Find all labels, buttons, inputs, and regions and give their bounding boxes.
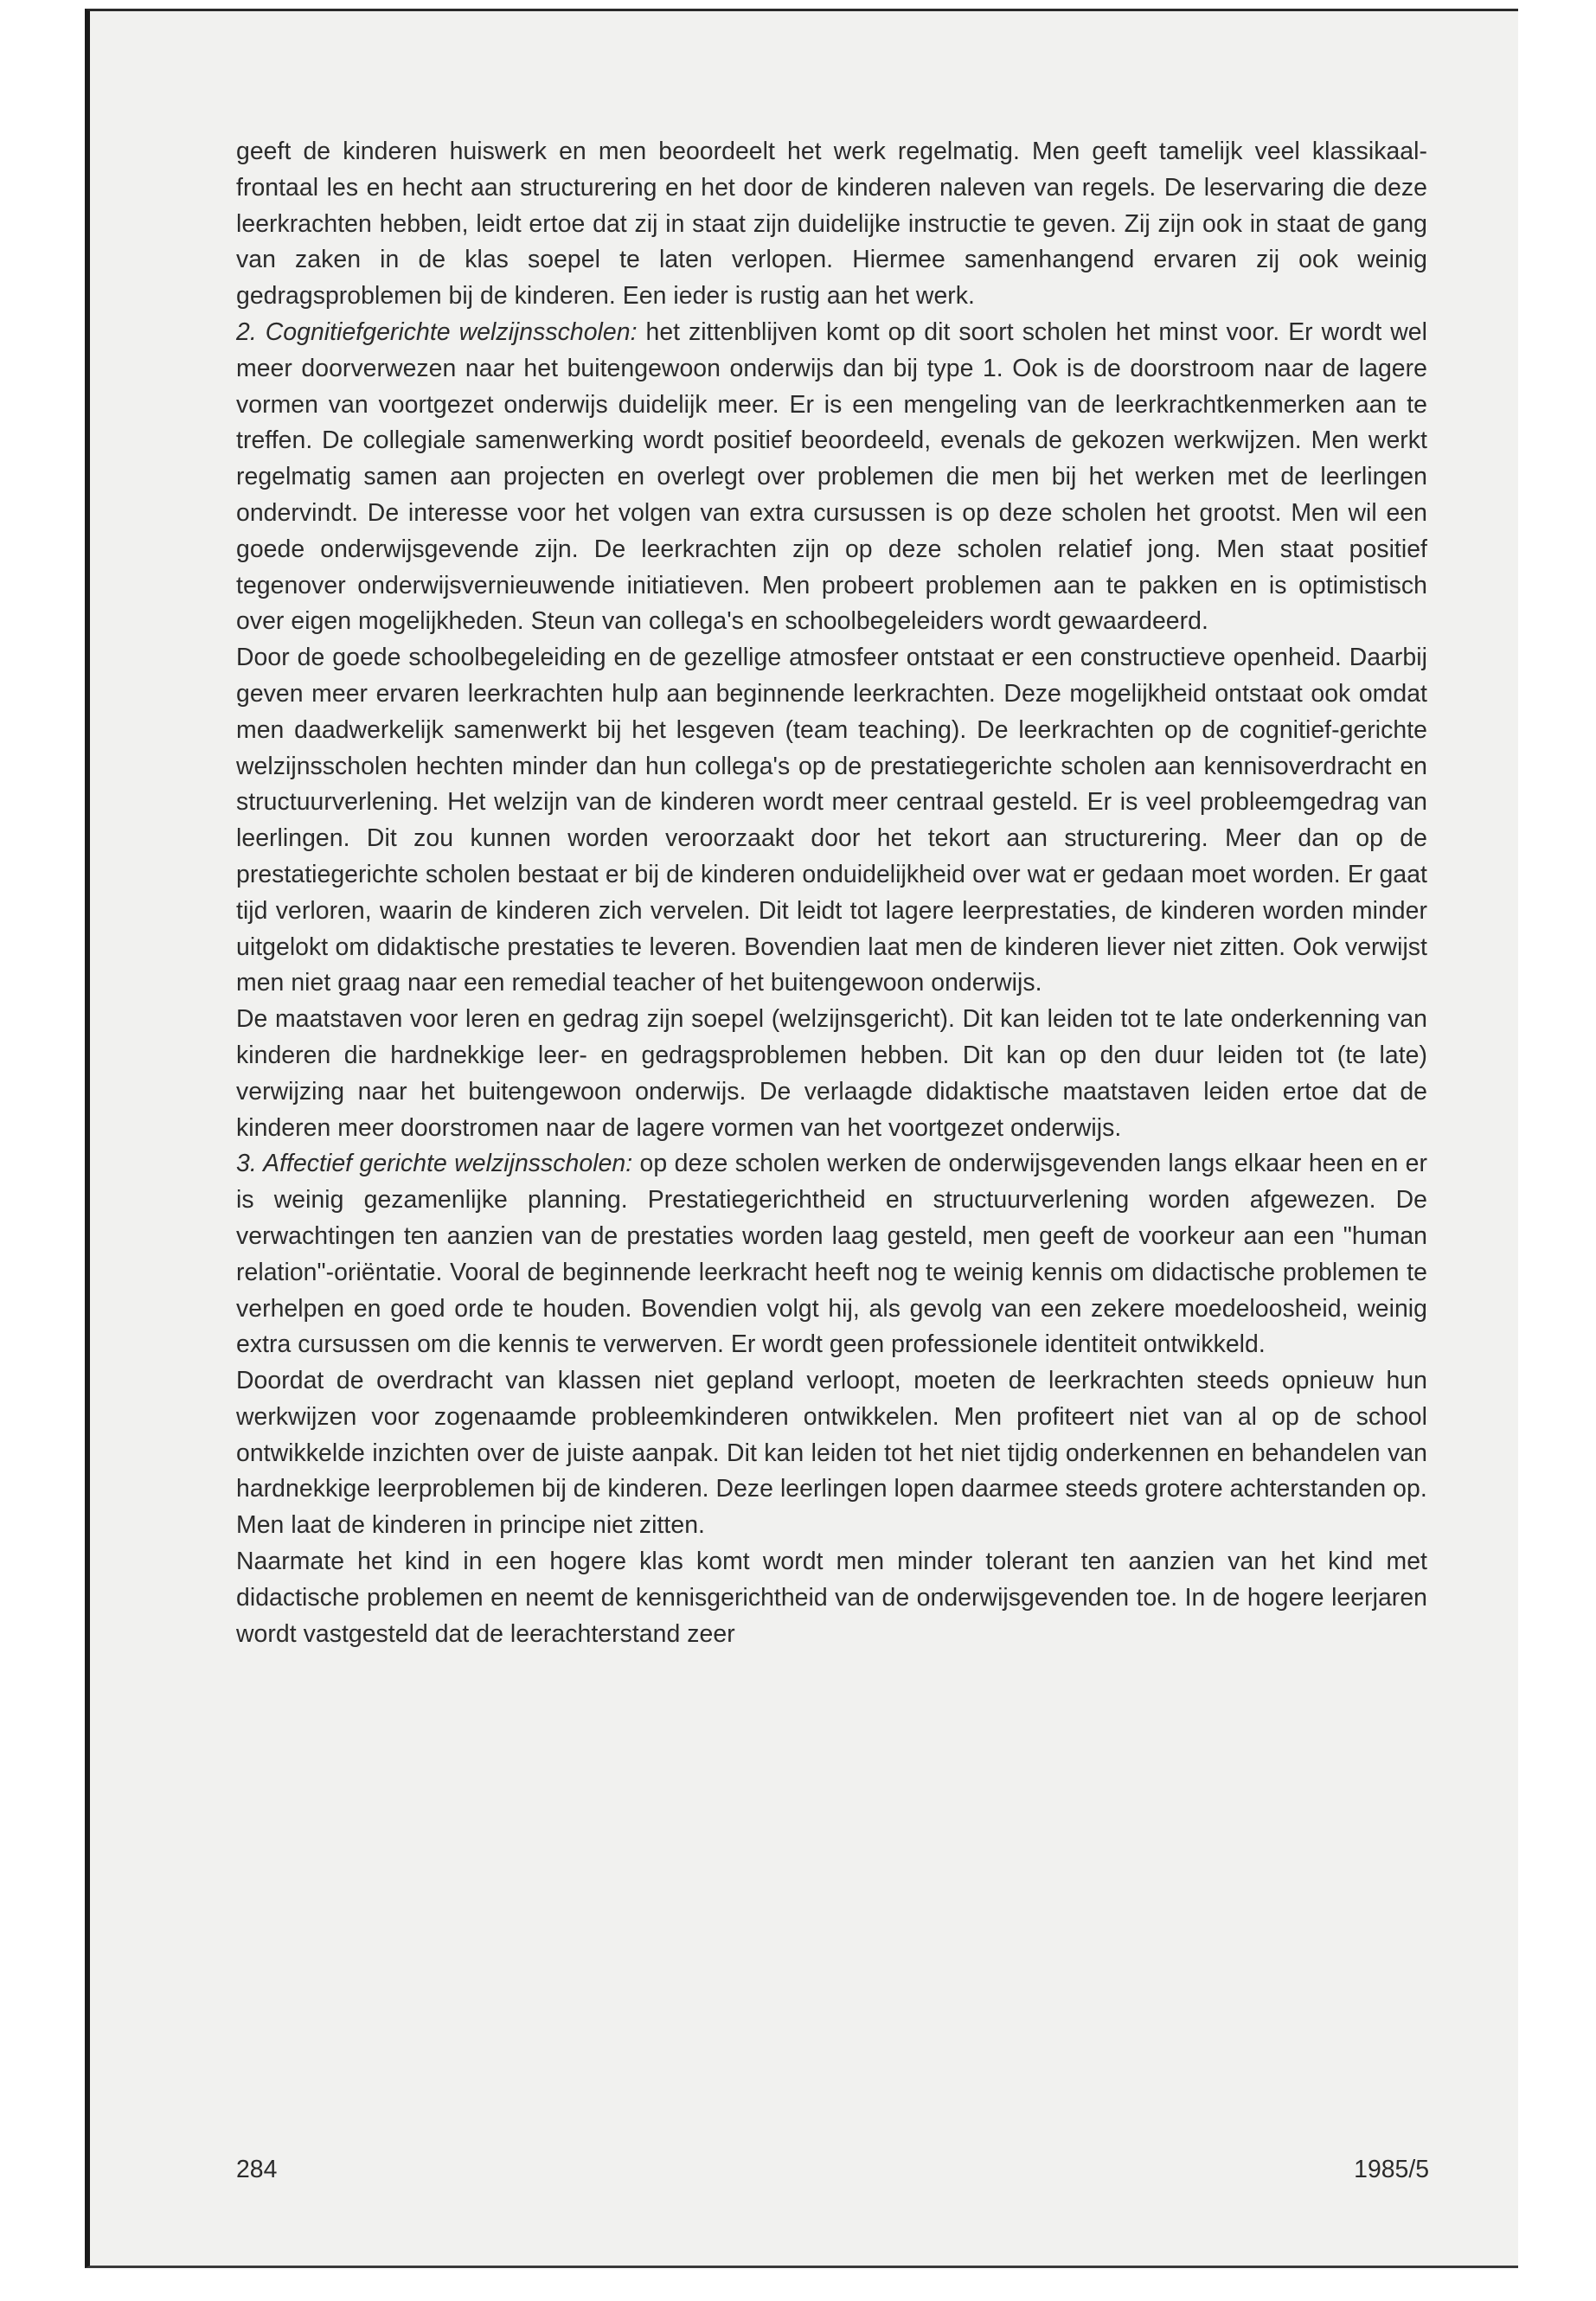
paragraph-text: op deze scholen werken de onderwijsgevenden langs elkaar heen en er is weinig gezamenlijke planning. Prestatiegerichtheid en structuurverlening worden afgewezen. De verwachtingen ten aanzien van de prestaties worden laag gesteld, men geeft de voorkeur aan een "human relation"-oriëntatie. Vooral de beginnende leerkracht heeft nog te weinig kennis om didactische problemen te verhelpen en goed orde te houden. Bovendien volgt hij, als gevolg van een zekere moedeloosheid, weinig extra cursussen om die kennis te verwerven. Er wordt geen professionele identiteit ontwikkeld. xyxy=(236,1150,1427,1359)
paragraph-text: Door de goede schoolbegeleiding en de gezellige atmosfeer ontstaat er een constructieve openheid. Daarbij geven meer ervaren leerkrachten hulp aan beginnende leerkrachten. Deze mogelijkheid ontstaat ook omdat men daadwerkelijk samenwerkt bij het lesgeven (team teaching). De leerkrachten op de cognitief-gerichte welzijnsscholen hechten minder dan hun collega's op de prestatiegerichte scholen aan kennisoverdracht en structuurverlening. Het welzijn van de kinderen wordt meer centraal gesteld. Er is veel probleemgedrag van leerlingen. Dit zou kunnen worden veroorzaakt door het tekort aan structurering. Meer dan op de prestatiegerichte scholen bestaat er bij de kinderen onduidelijkheid over wat er gedaan moet worden. Er gaat tijd verloren, waarin de kinderen zich vervelen. Dit leidt tot lagere leerprestaties, de kinderen worden minder uitgelokt om didaktische prestaties te leveren. Bovendien laat men de kinderen liever niet zitten. Ook verwijst men niet graag naar een remedial teacher of het buitengewoon onderwijs. xyxy=(236,644,1427,997)
section-heading-cognitive: 2. Cognitiefgerichte welzijnsscholen: xyxy=(236,317,638,346)
paragraph-text: Doordat de overdracht van klassen niet gepland verloopt, moeten de leerkrachten steeds opnieuw hun werkwijzen voor zogenaamde probleemkinderen ontwikkelen. Men profiteert niet van al op de school ontwikkelde inzichten over de juiste aanpak. Dit kan leiden tot het niet tijdig onderkennen en behandelen van hardnekkige leerproblemen bij de kinderen. Deze leerlingen lopen daarmee steeds grotere achterstanden op. xyxy=(236,1367,1427,1503)
paragraph-1 xyxy=(236,134,1427,315)
page-number: 284 xyxy=(236,2156,278,2183)
paragraph-5 xyxy=(236,1146,1427,1363)
paragraph-text: Naarmate het kind in een hogere klas komt wordt men minder tolerant ten aanzien van het kind met didactische problemen en neemt de kennisgerichtheid van de onderwijsgevenden toe. In de hogere leerjaren wordt vastgesteld dat de leerachterstand zeer xyxy=(236,1548,1427,1648)
paragraph-text: Men laat de kinderen in principe niet zitten. xyxy=(236,1511,705,1540)
paragraph-2 xyxy=(236,315,1427,640)
paragraph-text: geeft de kinderen huiswerk en men beoordeelt het werk regelmatig. Men geeft tamelijk veel klassikaal-frontaal les en hecht aan structurering en het door de kinderen naleven van regels. De leservaring die deze leerkrachten hebben, leidt ertoe dat zij in staat zijn duidelijke instructie te geven. Zij zijn ook in staat de gang van zaken in de klas soepel te laten verlopen. Hiermee samenhangend ervaren zij ook weinig gedragsproblemen bij de kinderen. Een ieder is rustig aan het werk. xyxy=(236,138,1427,311)
paragraph-3 xyxy=(236,640,1427,1002)
paragraph-7 xyxy=(236,1508,1427,1544)
paragraph-6 xyxy=(236,1363,1427,1508)
section-heading-affective: 3. Affectief gerichte welzijnsscholen: xyxy=(236,1150,633,1178)
paragraph-text: De maatstaven voor leren en gedrag zijn soepel (welzijnsgericht). Dit kan leiden tot te late onderkenning van kinderen die hardnekkige leer- en gedragsproblemen hebben. Dit kan op den duur leiden tot (te late) verwijzing naar het buitengewoon onderwijs. De verlaagde didaktische maatstaven leiden ertoe dat de kinderen meer doorstromen naar de lagere vormen van het voortgezet onderwijs. xyxy=(236,1005,1427,1142)
paragraph-4 xyxy=(236,1002,1427,1146)
paragraph-8 xyxy=(236,1544,1427,1652)
issue-number: 1985/5 xyxy=(1354,2156,1429,2183)
article-body xyxy=(236,134,1427,1652)
paragraph-text: het zittenblijven komt op dit soort scholen het minst voor. Er wordt wel meer doorverwezen naar het buitengewoon onderwijs dan bij type 1. Ook is de doorstroom naar de lagere vormen van voortgezet onderwijs duidelijk meer. Er is een mengeling van de leerkrachtkenmerken aan te treffen. De collegiale samenwerking wordt positief beoordeeld, evenals de gekozen werkwijzen. Men werkt regelmatig samen aan projecten en overlegt over problemen die men bij het werken met de leerlingen ondervindt. De interesse voor het volgen van extra cursussen is op deze scholen het grootst. Men wil een goede onderwijsgevende zijn. De leerkrachten zijn op deze scholen relatief jong. Men staat positief tegenover onderwijsvernieuwende initiatieven. Men probeert problemen aan te pakken en is optimistisch over eigen mogelijkheden. Steun van collega's en schoolbegeleiders wordt gewaardeerd. xyxy=(236,317,1428,636)
